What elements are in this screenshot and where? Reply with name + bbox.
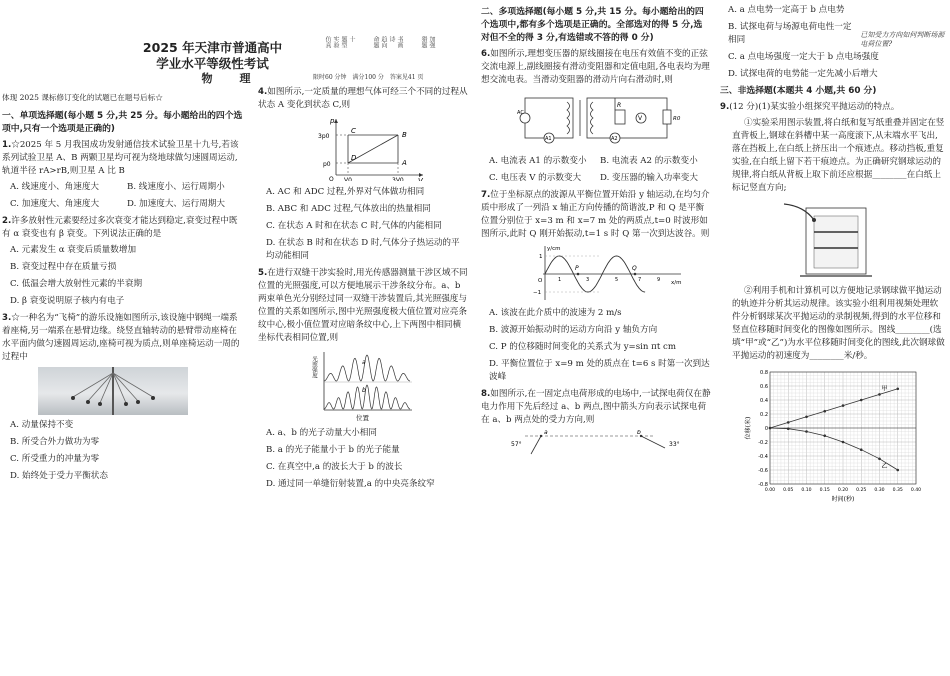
exam-notice: 体现 2025 课标修订变化的试题已在题号后标☆ bbox=[2, 93, 163, 102]
y-axis-label: 位移(米) bbox=[745, 416, 752, 440]
question-text: ☆一种名为“飞椅”的游乐设施如图所示,该设施中钢绳一端系着座椅,另一端系在悬臂边缘。绕竖直轴转动的悬臂带动座椅在水平面内做匀速圆周运动,座椅可视为质点,则单座椅运动一周的过程中 bbox=[2, 313, 240, 362]
question-8 bbox=[481, 388, 711, 427]
flying-chair-photo bbox=[38, 367, 188, 415]
options-row bbox=[489, 172, 711, 185]
question-number: 4. bbox=[258, 87, 268, 97]
option-a[interactable]: A. a 点电势一定高于 b 点电势 bbox=[728, 5, 845, 15]
question-number: 5. bbox=[258, 268, 268, 278]
tick-3v0: 3V0 bbox=[392, 177, 404, 181]
question-number: 2. bbox=[2, 216, 12, 226]
point-q: Q bbox=[632, 265, 637, 272]
tick-neg1: −1 bbox=[533, 290, 542, 296]
exam-title-line1: 2025 年天津市普通高中 bbox=[142, 40, 283, 55]
y-tick-label: -0.8 bbox=[758, 482, 768, 488]
vertical-label: 加强 bbox=[428, 36, 435, 48]
data-point bbox=[805, 430, 808, 433]
option-d[interactable]: D. 变压器的输入功率变大 bbox=[600, 173, 698, 183]
x-tick-label: 0.15 bbox=[819, 488, 830, 493]
projectile-apparatus bbox=[780, 198, 890, 280]
y-tick-label: 0.6 bbox=[760, 384, 768, 390]
option-c[interactable]: C. a 点电场强度一定大于 b 点电场强度 bbox=[728, 52, 879, 62]
question-number: 1. bbox=[2, 140, 12, 150]
column-3 bbox=[475, 0, 715, 676]
option-a[interactable]: A. 动量保持不变 bbox=[10, 420, 74, 430]
data-point bbox=[896, 469, 899, 472]
data-point bbox=[860, 448, 863, 451]
question-number: 8. bbox=[481, 389, 491, 399]
tick-3p0: 3p0 bbox=[318, 133, 330, 140]
option-b[interactable]: B. 所受合外力做功为零 bbox=[10, 437, 100, 447]
state-a: A bbox=[402, 159, 407, 167]
question-6 bbox=[481, 48, 711, 87]
transformer-circuit bbox=[517, 90, 687, 150]
option-c[interactable]: C. 在真空中,a 的波长大于 b 的波长 bbox=[266, 462, 403, 472]
options-row bbox=[10, 198, 244, 211]
y-tick-label: -0.2 bbox=[758, 440, 768, 446]
interference-graph bbox=[306, 348, 416, 422]
options-row bbox=[10, 181, 244, 194]
tick-x3: 3 bbox=[586, 277, 590, 283]
x-tick-label: 0.25 bbox=[856, 488, 867, 493]
x-tick-label: 0.35 bbox=[892, 488, 903, 493]
angle-a: 57° bbox=[511, 441, 522, 448]
vertical-label: 命题 bbox=[372, 36, 379, 48]
option-b[interactable]: B. 线速度小、运行周期小 bbox=[127, 182, 225, 192]
option-d[interactable]: D. 通过同一单缝衍射装置,a 的中央亮条纹窄 bbox=[266, 479, 435, 489]
y-tick-label: 0 bbox=[764, 426, 768, 432]
question-3 bbox=[2, 312, 244, 364]
data-point bbox=[787, 421, 790, 424]
question-number: 7. bbox=[481, 190, 491, 200]
option-b[interactable]: B. ABC 和 ADC 过程,气体放出的热量相同 bbox=[266, 204, 431, 214]
y-tick-label: -0.6 bbox=[758, 468, 768, 474]
tick-x7: 7 bbox=[638, 277, 642, 283]
voltmeter-label: V bbox=[638, 115, 643, 122]
vertical-label: 实验 bbox=[332, 36, 339, 48]
ammeter-a2-label: A2 bbox=[611, 136, 618, 142]
question-text: 许多放射性元素要经过多次衰变才能达到稳定,衰变过程中既有 α 衰变也有 β 衰变。下列说法正确的是 bbox=[2, 216, 238, 239]
flying-chair-illustration bbox=[38, 367, 188, 415]
section1-title: 一、单项选择题(每小题 5 分,共 25 分。每小题给出的四个选项中,只有一个选项是正确的) bbox=[2, 111, 243, 134]
option-d[interactable]: D. β 衰变说明原子核内有电子 bbox=[10, 296, 125, 306]
option-b[interactable]: B. 电流表 A2 的示数变小 bbox=[600, 156, 698, 166]
question-7 bbox=[481, 189, 711, 241]
option-c[interactable]: C. 所受重力的冲量为零 bbox=[10, 454, 100, 464]
exam-subject: 物 理 bbox=[201, 72, 259, 85]
options-row bbox=[489, 155, 711, 168]
series-label: 乙 bbox=[881, 462, 888, 470]
data-point bbox=[842, 441, 845, 444]
curve-label-b: b bbox=[362, 387, 366, 394]
axis-label-p: p bbox=[330, 117, 335, 125]
pv-diagram bbox=[318, 115, 428, 181]
y-tick-label: 0.2 bbox=[760, 412, 768, 418]
origin-label: O bbox=[538, 278, 543, 284]
data-point bbox=[860, 399, 863, 402]
state-d: D bbox=[351, 154, 357, 162]
option-c[interactable]: C. P 的位移随时间变化的关系式为 y=sin πt cm bbox=[489, 342, 676, 352]
option-b-row bbox=[720, 21, 946, 51]
point-a: a bbox=[544, 430, 548, 436]
intensity-curve-b bbox=[324, 385, 410, 409]
wave-graph bbox=[531, 244, 691, 302]
data-point bbox=[805, 416, 808, 419]
option-b[interactable]: B. 波源开始振动时的运动方向沿 y 轴负方向 bbox=[489, 325, 658, 335]
option-d[interactable]: D. 平衡位置位于 x=9 m 处的质点在 t=6 s 时第一次到达波峰 bbox=[489, 359, 710, 382]
tick-x5: 5 bbox=[615, 277, 619, 283]
option-a[interactable]: A. 元素发生 α 衰变后质量数增加 bbox=[10, 245, 137, 255]
question-9 bbox=[720, 101, 946, 114]
exam-title-line2: 学业水平等级性考试 bbox=[156, 56, 269, 71]
data-point bbox=[842, 404, 845, 407]
x-tick-label: 0.10 bbox=[801, 488, 812, 493]
y-tick-label: 0.4 bbox=[760, 398, 768, 404]
tick-v0: V0 bbox=[344, 177, 352, 181]
displacement-time-chart bbox=[744, 366, 924, 504]
point-p: P bbox=[575, 265, 579, 272]
option-d[interactable]: D. 始终处于受力平衡状态 bbox=[10, 471, 108, 481]
tick-x9: 9 bbox=[657, 277, 661, 283]
vertical-label: 诗 bbox=[388, 36, 395, 42]
axis-label-y: y/cm bbox=[547, 246, 561, 252]
axis-label-v: V bbox=[418, 177, 423, 181]
option-a[interactable]: A. a、b 的光子动量大小相同 bbox=[266, 428, 377, 438]
resistor-label: R0 bbox=[673, 116, 681, 122]
option-d[interactable]: D. 加速度大、运行周期大 bbox=[127, 199, 225, 209]
question-number: 3. bbox=[2, 313, 12, 323]
intensity-curve-a bbox=[324, 355, 410, 381]
x-tick-label: 0.00 bbox=[764, 488, 776, 493]
vertical-label: 仿真 bbox=[324, 36, 331, 48]
state-b: B bbox=[402, 131, 407, 139]
column-1 bbox=[0, 0, 250, 676]
question-2 bbox=[2, 215, 244, 241]
column-4 bbox=[716, 0, 950, 676]
section2-title: 二、多项选择题(每小题 5 分,共 15 分。每小题给出的四个选项中,都有多个选项是正确的。全部选对的得 5 分,选对但不全的得 3 分,有选错或不答的得 0 分) bbox=[481, 7, 704, 43]
data-point bbox=[823, 434, 826, 437]
series-label: 甲 bbox=[881, 385, 888, 393]
data-point bbox=[896, 388, 899, 391]
tick-1: 1 bbox=[539, 254, 543, 260]
question-text: 在进行双缝干涉实验时,用光传感器测量干涉区域不同位置的光照强度,可以方便地展示干涉条纹分布。a、b 两束单色光分别经过同一双缝干涉装置后,其光照强度与位置的关系如图所示,图中光照强度极大值位置对应亮条纹中心,极小值位置对应暗条纹中心,上下两图中相同横坐标代表相同位置,则 bbox=[258, 268, 468, 343]
question-4 bbox=[258, 86, 468, 112]
option-a[interactable]: A. 电流表 A1 的示数变小 bbox=[489, 156, 587, 166]
origin-label: O bbox=[329, 176, 334, 181]
x-axis-label: 时间(秒) bbox=[831, 496, 855, 503]
state-c: C bbox=[351, 127, 356, 135]
question-number: 6. bbox=[481, 49, 491, 59]
field-force-diagram bbox=[505, 430, 705, 460]
option-d[interactable]: D. 在状态 B 时和在状态 D 时,气体分子热运动的平均动能相同 bbox=[266, 238, 460, 261]
axis-label-x: x/m bbox=[671, 280, 682, 286]
angle-b: 33° bbox=[669, 441, 680, 448]
question-text: 如图所示,理想变压器的原线圈接在电压有效值不变的正弦交流电源上,副线圈接有滑动变阻器和定值电阻,各电表均为理想交流电表。当滑动变阻器的滑动片向右滑动时,则 bbox=[481, 49, 710, 85]
data-point bbox=[878, 393, 881, 396]
option-b[interactable]: B. a 的光子能量小于 b 的光子能量 bbox=[266, 445, 400, 455]
question-5 bbox=[258, 267, 468, 345]
question-text: ☆2025 年 5 月我国成功发射通信技术试验卫星十九号,若该系列试验卫星 A、B 两颗卫星均可视为绕地球做匀速圆周运动,轨道半径 rA>rB,则卫星 A 比 B bbox=[2, 140, 239, 176]
option-b[interactable]: B. 衰变过程中存在质量亏损 bbox=[10, 262, 117, 272]
data-point bbox=[769, 427, 772, 430]
data-point bbox=[823, 410, 826, 413]
exam-meta: 限时60 分钟 满分100 分 答案见41 页 bbox=[313, 74, 424, 81]
curve-label-a: a bbox=[362, 359, 366, 366]
column-2 bbox=[250, 0, 472, 676]
x-tick-label: 0.30 bbox=[874, 488, 885, 493]
vertical-label: 猎题 bbox=[420, 36, 427, 48]
ac-source-label: AC bbox=[517, 110, 524, 116]
vertical-label: 书画 bbox=[396, 36, 403, 48]
question-1 bbox=[2, 139, 244, 178]
option-c[interactable]: C. 在状态 A 时和在状态 C 时,气体的内能相同 bbox=[266, 221, 442, 231]
axis-label-position: 位置 bbox=[356, 414, 369, 422]
q9-part2: ②利用手机和计算机可以方便地记录钢球做平抛运动的轨迹并分析其运动规律。该实验小组利用视频处理软件分析钢球某次平抛运动的录制视频,得到的水平位移和竖直位移随时间变化的图像如图所示。图线________(选填“甲”或“乙”)为水平位移随时间变化的图线,此次钢球做平抛运动的初速度为________米/秒。 bbox=[732, 286, 945, 361]
y-tick-label: 0.8 bbox=[760, 370, 768, 376]
question-text: 如图所示,在一固定点电荷形成的电场中,一试探电荷仅在静电力作用下先后经过 a、b 两点,图中箭头方向表示试探电荷在 a、b 两点处的受力方向,则 bbox=[481, 389, 711, 425]
option-c[interactable]: C. 电压表 V 的示数变大 bbox=[489, 173, 582, 183]
option-c[interactable]: C. 加速度大、角速度大 bbox=[10, 199, 100, 209]
question-number: 9. bbox=[720, 102, 730, 112]
x-tick-label: 0.40 bbox=[910, 488, 922, 493]
vertical-label: 十 bbox=[348, 36, 355, 42]
y-tick-label: -0.4 bbox=[758, 454, 768, 460]
question-text: 位于坐标原点的波源从平衡位置开始沿 y 轴运动,在均匀介质中形成了一列沿 x 轴正方向传播的简谐波,P 和 Q 是平衡位置分别位于 x=3 m 和 x=7 m 处的两质点,t=0 时波形如图所示,此时 Q 刚开始振动,t=1 s 时 Q 第一次到达波谷。则 bbox=[481, 190, 710, 239]
option-a[interactable]: A. 线速度小、角速度大 bbox=[10, 182, 100, 192]
axis-label-intensity: 光照强度 bbox=[311, 356, 317, 378]
point-b: b bbox=[637, 430, 641, 436]
tick-x1: 1 bbox=[558, 277, 562, 283]
option-c[interactable]: C. 低温会增大放射性元素的半衰期 bbox=[10, 279, 143, 289]
section3-title: 三、非选择题(本题共 4 小题,共 60 分) bbox=[720, 86, 877, 96]
question-text: (12 分)(1)某实验小组探究平抛运动的特点。 bbox=[729, 102, 900, 112]
option-a[interactable]: A. AC 和 ADC 过程,外界对气体做功相同 bbox=[266, 187, 425, 197]
option-b[interactable]: B. 试探电荷与场源电荷电性一定相同 bbox=[728, 22, 852, 45]
option-a[interactable]: A. 该波在此介质中的波速为 2 m/s bbox=[489, 308, 622, 318]
option-d[interactable]: D. 试探电荷的电势能一定先减小后增大 bbox=[728, 69, 878, 79]
rheostat-label: R bbox=[617, 102, 622, 109]
vertical-label: 题型 bbox=[340, 36, 347, 48]
q9-part1: ①实验采用图示装置,将白纸和复写纸重叠并固定在竖直背板上,钢球在斜槽中某一高度滚下,从末端水平飞出,落在挡板上,在白纸上挤压出一个痕迹点。移动挡板,重复实验,在白纸上留下若干痕迹点。为正确研究钢球运动的规律,将白纸从背板上取下前还应根据________在白纸上标记竖直方向; bbox=[732, 118, 945, 193]
x-tick-label: 0.20 bbox=[837, 488, 849, 493]
vertical-label: 趋向 bbox=[380, 36, 387, 48]
question-text: 如图所示,一定质量的理想气体可经三个不同的过程从状态 A 变化到状态 C,则 bbox=[258, 87, 468, 110]
tick-p0: p0 bbox=[323, 161, 331, 168]
data-point bbox=[878, 458, 881, 461]
ammeter-a1-label: A1 bbox=[545, 136, 552, 142]
handwritten-note: 已知受力方向如何判断场源电荷位置? bbox=[860, 31, 945, 48]
x-tick-label: 0.05 bbox=[783, 488, 794, 493]
data-point bbox=[787, 427, 790, 430]
